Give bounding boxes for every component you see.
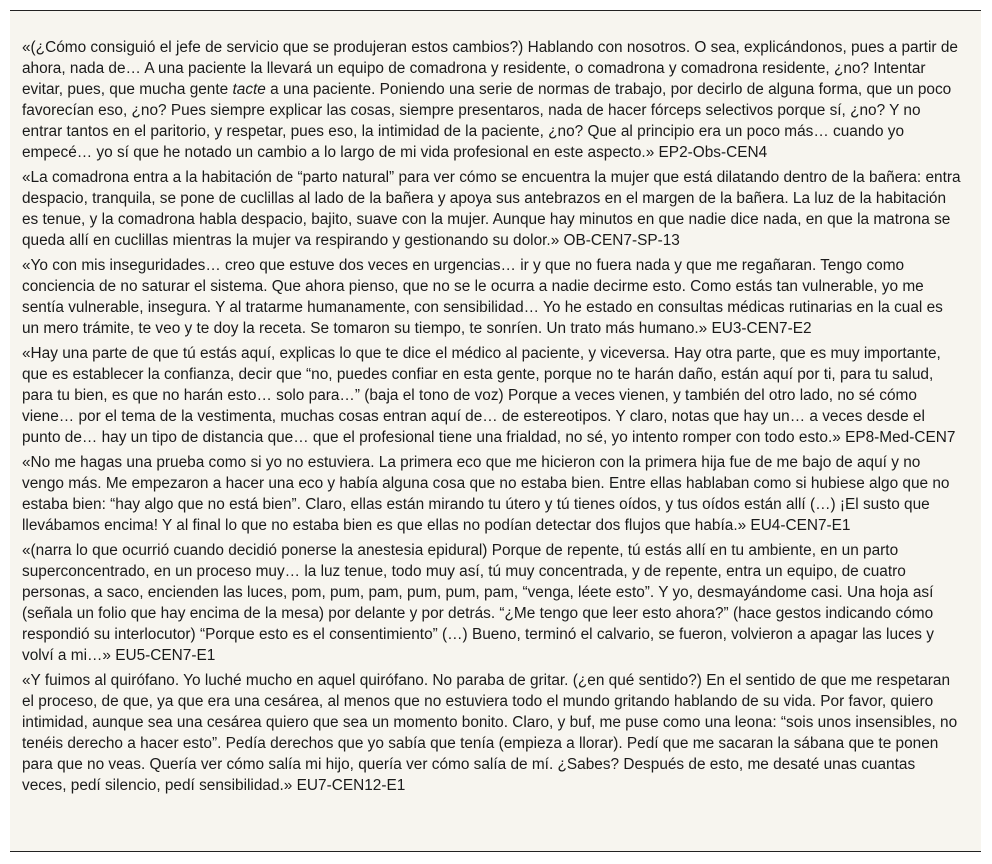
quote-text: «(narra lo que ocurrió cuando decidió ponerse la anestesia epidural) Porque de repente, tú estás allí en tu ambiente, en un parto superconcentrado, en un proceso muy… la luz tenue, todo muy así, tú muy concentrada, y de repente, entra un equipo, de cuatro personas, a saco, encienden las luces, pom, pum, pam, pum, pum, pam, “venga, léete esto”. Y yo, desmayándome casi. Una hoja así (señala un folio que hay encima de la mesa) por delante y por detrás. “¿Me tengo que leer esto ahora?” (hace gestos indicando cómo respondió su interlocutor) “Porque esto es el consentimiento” (…) Bueno, terminó el calvario, se fueron, volvieron a apagar las luces y volví a mi…» EU5-CEN7-E1	[22, 542, 934, 664]
quotes-panel	[10, 10, 981, 852]
quote-paragraph	[22, 255, 962, 339]
quote-text: «(¿Cómo consiguió el jefe de servicio que se produjeran estos cambios?) Hablando con nosotros. O sea, explicándonos, pues a partir de ahora, nada de… A una paciente la llevará un equipo de comadrona y residente, o comadrona y comadrona residente, ¿no? Intentar evitar, pues, que mucha gente	[22, 39, 958, 98]
quote-text: «Y fuimos al quirófano. Yo luché mucho en aquel quirófano. No paraba de gritar. (¿en qué sentido?) En el sentido de que me respetaran el proceso, de que, ya que era una cesárea, al menos que no estuviera todo el mundo gritando hablando de su vida. Por favor, quiero intimidad, aunque sea una cesárea quiero que sea un momento bonito. Claro, y buf, me puse como una leona: “sois unos insensibles, no tenéis derecho a hacer esto”. Pedía derechos que yo sabía que tenía (empieza a llorar). Pedí que me sacaran la sábana que te ponen para que no veas. Quería ver cómo salía mi hijo, quería ver cómo salía de mí. ¿Sabes? Después de esto, me desaté unas cuantas veces, pedí silencio, pedí sensibilidad.» EU7-CEN12-E1	[22, 672, 958, 794]
quote-text: «Hay una parte de que tú estás aquí, explicas lo que te dice el médico al paciente, y viceversa. Hay otra parte, que es muy importante, que es establecer la confianza, decir que “no, puedes confiar en esta gente, porque no te harán daño, están aquí por ti, para tu salud, para tu bien, es que no harán esto… solo para…” (baja el tono de voz) Porque a veces vienen, y también del otro lado, no sé cómo viene… por el tema de la vestimenta, muchas cosas entran aquí de… de estereotipos. Y claro, notas que hay un… a veces desde el punto de… hay un tipo de distancia que… que el profesional tiene una frialdad, no sé, yo intento romper con todo esto.» EP8-Med-CEN7	[22, 345, 956, 446]
quote-text: «No me hagas una prueba como si yo no estuviera. La primera eco que me hicieron con la primera hija fue de me bajo de aquí y no vengo más. Me empezaron a hacer una eco y había alguna cosa que no estaba bien. Entre ellas hablaban como si hubiese algo que no estaba bien: “hay algo que no está bien”. Claro, ellas están mirando tu útero y tú tienes oídos, y tus oídos están allí (…) ¡El susto que llevábamos encima! Y al final lo que no estaba bien es que ellas no podían detectar dos flujos que había.» EU4-CEN7-E1	[22, 454, 950, 534]
quote-italic-term: tacte	[232, 81, 266, 98]
quote-text: «La comadrona entra a la habitación de “parto natural” para ver cómo se encuentra la mujer que está dilatando dentro de la bañera: entra despacio, tranquila, se pone de cuclillas al lado de la bañera y apoya sus antebrazos en el margen de la bañera. La luz de la habitación es tenue, y la comadrona habla despacio, bajito, suave con la mujer. Aunque hay minutos en que nadie dice nada, en que la matrona se queda allí en cuclillas mientras la mujer va respirando y gestionando su dolor.» OB-CEN7-SP-13	[22, 169, 961, 249]
quote-paragraph	[22, 540, 962, 666]
quote-paragraph	[22, 452, 962, 536]
quote-paragraph	[22, 670, 962, 796]
quote-paragraph	[22, 343, 962, 448]
quote-paragraph	[22, 37, 962, 163]
quote-paragraph	[22, 167, 962, 251]
quote-text: «Yo con mis inseguridades… creo que estuve dos veces en urgencias… ir y que no fuera nada y que me regañaran. Tengo como conciencia de no saturar el sistema. Que ahora pienso, que no se le ocurra a nadie decirme esto. Como estás tan vulnerable, yo me sentía vulnerable, insegura. Y al tratarme humanamente, con sensibilidad… Yo he estado en consultas médicas rutinarias en la cual es un mero trámite, te veo y te doy la receta. Se tomaron su tiempo, te sonríen. Un trato más humano.» EU3-CEN7-E2	[22, 257, 943, 337]
quote-text: a una paciente. Poniendo una serie de normas de trabajo, por decirlo de alguna forma, que un poco favorecían eso, ¿no? Pues siempre explicar las cosas, siempre presentaros, nada de hacer fórceps selectivos porque sí, ¿no? Y no entrar tantos en el paritorio, y respetar, pues eso, la intimidad de la paciente, ¿no? Que al principio era un poco más… cuando yo empecé… yo sí que he notado un cambio a lo largo de mi vida profesional en este aspecto.» EP2-Obs-CEN4	[22, 81, 952, 161]
